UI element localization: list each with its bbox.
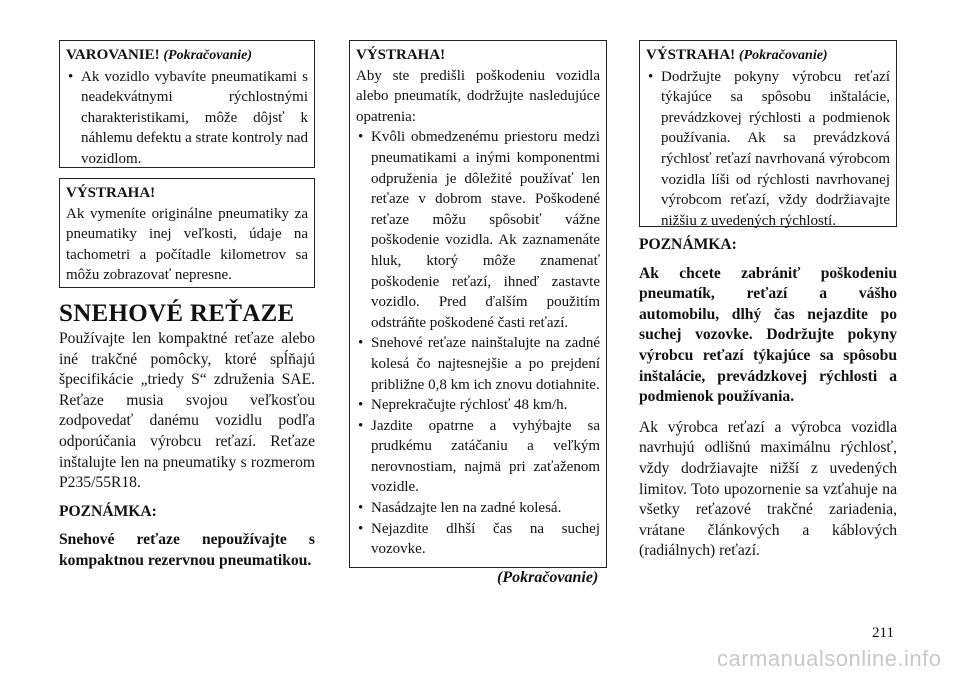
page-number: 211	[872, 625, 894, 641]
caution-heading-continued: (Pokračovanie)	[738, 48, 828, 63]
note-text: Ak chcete zabrániť poškodeniu pneumatík, reťazí a vášho automobilu, dlhý čas nejazdite po suchej vozovke. Dodržujte pokyny výrobcu reťazí týkajúce sa spôsobu inštalácie, prevádzkovej rýchlosti a podmienok používania.	[639, 264, 897, 406]
note-text: Snehové reťaze nepoužívajte s kompaktnou rezervnou pneumatikou.	[59, 531, 315, 569]
section-title: SNEHOVÉ REŤAZE	[59, 300, 295, 327]
watermark: carmanualsonline.info	[717, 646, 942, 671]
caution-box-chains	[349, 40, 607, 568]
snow-chains-paragraph: Používajte len kompaktné reťaze alebo iné trakčné pomôcky, ktoré spĺňajú špecifikácie „triedy S“ združenia SAE. Reťaze musia svojou veľkosťou zodpovedať danému vozidlu podľa odporúčania výrobcu reťazí. Reťaze inštalujte len na pneumatiky s rozmerom P235/55R18.	[59, 330, 315, 492]
column-right	[639, 40, 897, 562]
column-middle	[349, 40, 607, 568]
caution-heading	[646, 45, 890, 67]
caution-box-continued	[639, 40, 897, 227]
list-item: • Ak vozidlo vybavíte pneumatikami s neadekvátnymi rýchlostnými charakteristikami, môže dôjsť k náhlemu defektu a strate kontroly nad vozidlom.	[66, 67, 308, 170]
list-item: • Nejazdite dlhší čas na suchej vozovke.	[356, 519, 600, 560]
caution-intro: Aby ste predišli poškodeniu vozidla alebo pneumatík, dodržujte nasledujúce opatrenia:	[356, 67, 600, 125]
list-item: • Neprekračujte rýchlosť 48 km/h.	[356, 395, 600, 416]
list-item: • Dodržujte pokyny výrobcu reťazí týkajúce sa spôsobu inštalácie, prevádzkovej rýchlosti a podmienok používania. Ak sa prevádzková rýchlosť reťazí navrhovaná výrobcom vozidla líši od rýchlosti navrhovanej výrobcom reťazí, vždy dodržiavajte nižšiu z uvedených rýchlostí.	[646, 67, 890, 232]
caution-list	[356, 127, 600, 559]
note-heading: POZNÁMKA:	[59, 502, 157, 520]
note-heading: POZNÁMKA:	[639, 236, 737, 253]
warning-heading-continued: (Pokračovanie)	[163, 48, 253, 63]
list-item: • Nasádzajte len na zadné kolesá.	[356, 498, 600, 519]
caution-text: Ak vymeníte originálne pneumatiky za pneumatiky inej veľkosti, údaje na tachometri a počítadle kilometrov sa môžu zobrazovať nepresne.	[66, 205, 308, 284]
speed-limit-paragraph: Ak výrobca reťazí a výrobca vozidla navrhujú odlišnú maximálnu rýchlosť, vždy dodržiavajte nižší z uvedených limitov. Toto upozornenie sa vzťahuje na všetky reťazové trakčné zariadenia, vrátane článkových a káblových (radiálnych) reťazí.	[639, 418, 897, 560]
list-item: • Kvôli obmedzenému priestoru medzi pneumatikami a inými komponentmi odpruženia je dôležité používať len reťaze v dobrom stave. Poškodené reťaze môžu spôsobiť vážne poškodenie vozidla. Ak zaznamenáte hluk, ktorý môže znamenať poškodenie reťazí, ihneď zastavte vozidlo. Pred ďalším použitím odstráňte poškodené časti reťazí.	[356, 127, 600, 333]
caution-list	[646, 67, 890, 232]
continued-label: (Pokračovanie)	[497, 569, 599, 586]
warning-heading-text: VAROVANIE!	[66, 47, 160, 63]
list-item: • Jazdite opatrne a vyhýbajte sa prudkému zatáčaniu a veľkým nerovnostiam, najmä pri zaťaženom vozidle.	[356, 416, 600, 498]
caution-heading-text: VÝSTRAHA!	[646, 47, 736, 63]
warning-heading	[66, 45, 308, 67]
caution-box-tire-size	[59, 178, 315, 288]
list-item: • Snehové reťaze nainštalujte na zadné kolesá čo najtesnejšie a po prejdení približne 0,8 km ich znovu dotiahnite.	[356, 333, 600, 395]
warning-box-continued	[59, 40, 315, 168]
column-left	[59, 40, 315, 572]
caution-heading: VÝSTRAHA!	[356, 47, 446, 63]
warning-list	[66, 67, 308, 170]
caution-heading: VÝSTRAHA!	[66, 185, 156, 201]
